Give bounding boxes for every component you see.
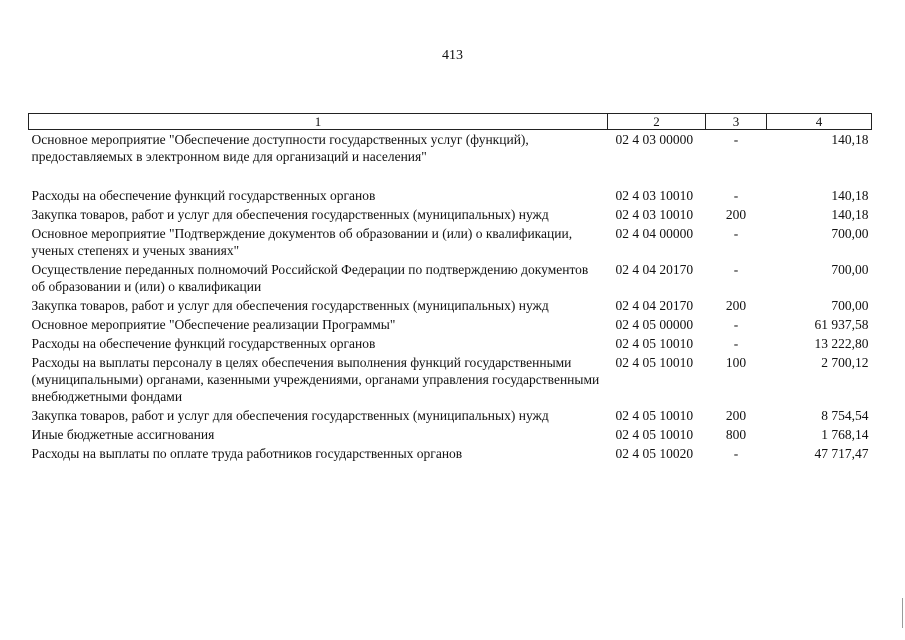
scan-edge-mark [902, 598, 903, 628]
row-type: - [733, 317, 739, 332]
row-sum: 140,18 [831, 132, 869, 147]
row-sum: 1 768,14 [821, 427, 869, 442]
row-type: - [733, 132, 739, 147]
table-row [29, 224, 872, 260]
row-name: Основное мероприятие "Подтверждение документов об образовании и (или) о квалификации, ученых степенях и ученых званиях" [31, 226, 573, 258]
table-row [29, 425, 872, 444]
row-type: 100 [725, 355, 747, 370]
table-row [29, 296, 872, 315]
row-sum: 47 717,47 [814, 446, 869, 461]
row-sum: 700,00 [831, 262, 869, 277]
row-sum: 140,18 [831, 188, 869, 203]
row-sum: 8 754,54 [821, 408, 869, 423]
row-name: Закупка товаров, работ и услуг для обеспечения государственных (муниципальных) нужд [31, 207, 549, 222]
table-row [29, 444, 872, 463]
row-sum: 2 700,12 [821, 355, 869, 370]
table-row [29, 205, 872, 224]
row-code: 02 4 03 10010 [615, 188, 694, 203]
column-header-sum: 4 [767, 114, 872, 130]
table-row [29, 334, 872, 353]
row-type: 200 [725, 408, 747, 423]
column-header-name: 1 [29, 114, 608, 130]
row-code: 02 4 05 10010 [615, 355, 694, 370]
row-name: Закупка товаров, работ и услуг для обеспечения государственных (муниципальных) нужд [31, 298, 549, 313]
row-name: Расходы на обеспечение функций государственных органов [31, 336, 376, 351]
row-sum: 13 222,80 [814, 336, 869, 351]
row-name: Иные бюджетные ассигнования [31, 427, 215, 442]
row-name: Расходы на обеспечение функций государственных органов [31, 188, 376, 203]
row-type: - [733, 188, 739, 203]
row-type: 200 [725, 207, 747, 222]
row-name: Осуществление переданных полномочий Российской Федерации по подтверждению документов об образовании и (или) о квалификации [31, 262, 589, 294]
row-code: 02 4 05 10020 [615, 446, 694, 461]
row-sum: 700,00 [831, 298, 869, 313]
row-name: Расходы на выплаты персоналу в целях обеспечения выполнения функций государственными (муниципальными) органами, казенными учреждениями, органами управления государственными внебюджетными фондами [31, 355, 600, 404]
page-number: 413 [442, 48, 463, 63]
row-code: 02 4 05 10010 [615, 408, 694, 423]
budget-table [28, 113, 872, 463]
row-type: 200 [725, 298, 747, 313]
row-code: 02 4 05 10010 [615, 427, 694, 442]
row-code: 02 4 03 00000 [615, 132, 694, 147]
row-code: 02 4 04 20170 [615, 262, 694, 277]
row-code: 02 4 04 20170 [615, 298, 694, 313]
table-row [29, 353, 872, 406]
row-type: - [733, 262, 739, 277]
row-sum: 700,00 [831, 226, 869, 241]
row-name: Закупка товаров, работ и услуг для обеспечения государственных (муниципальных) нужд [31, 408, 549, 423]
row-type: 800 [725, 427, 747, 442]
table-row [29, 260, 872, 296]
row-sum: 140,18 [831, 207, 869, 222]
row-name: Основное мероприятие "Обеспечение реализации Программы" [31, 317, 396, 332]
row-code: 02 4 05 10010 [615, 336, 694, 351]
table-row [29, 130, 872, 187]
row-type: - [733, 446, 739, 461]
row-sum: 61 937,58 [814, 317, 869, 332]
table-row [29, 315, 872, 334]
row-name: Основное мероприятие "Обеспечение доступности государственных услуг (функций), предоставляемых в электронном виде для организаций и населения" [31, 132, 529, 164]
row-code: 02 4 04 00000 [615, 226, 694, 241]
row-name: Расходы на выплаты по оплате труда работников государственных органов [31, 446, 463, 461]
table-row [29, 186, 872, 205]
column-header-code: 2 [608, 114, 706, 130]
row-code: 02 4 05 00000 [615, 317, 694, 332]
column-header-type: 3 [706, 114, 767, 130]
row-type: - [733, 226, 739, 241]
row-type: - [733, 336, 739, 351]
table-row [29, 406, 872, 425]
row-code: 02 4 03 10010 [615, 207, 694, 222]
table-header-row [29, 114, 872, 130]
